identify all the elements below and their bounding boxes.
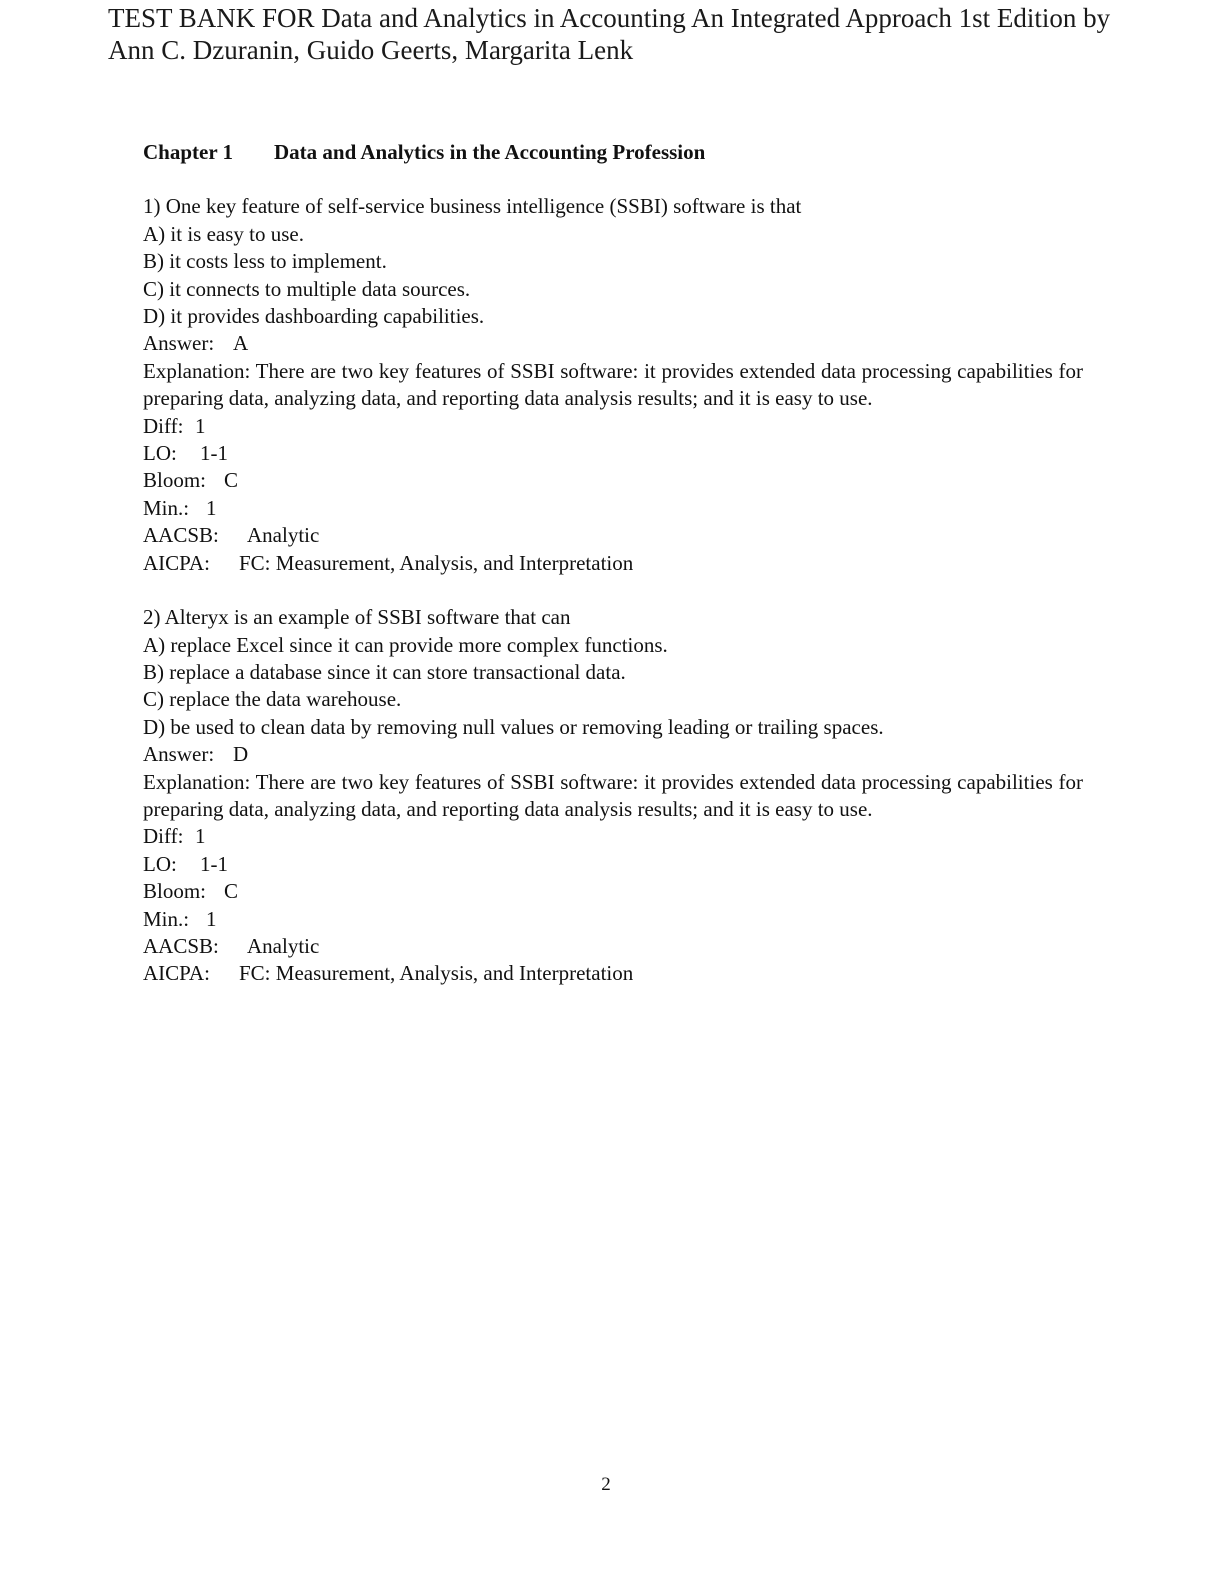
aicpa-row [143, 550, 1083, 577]
lo-value: 1-1 [200, 851, 228, 876]
aacsb-value: Analytic [247, 523, 320, 548]
min-label: Min.: [143, 906, 190, 931]
min-row [143, 495, 1083, 522]
chapter-number: Chapter 1 [143, 140, 234, 164]
lo-value: 1-1 [200, 441, 228, 466]
answer-label: Answer: [143, 331, 215, 356]
explanation-text: Explanation: There are two key features of SSBI software: it provides extended data processing capabilities for preparing data, analyzing data, and reporting data analysis results; and it is easy to use. [143, 358, 1083, 411]
page-number: 2 [601, 1474, 611, 1495]
document-header [108, 2, 1188, 66]
bloom-value: C [224, 468, 239, 493]
page-content [143, 139, 1083, 988]
answer-label: Answer: [143, 742, 215, 767]
lo-label: LO: [143, 441, 177, 466]
diff-label: Diff: [143, 824, 184, 849]
chapter-heading [143, 139, 1083, 166]
answer-value: A [233, 331, 249, 356]
min-row [143, 906, 1083, 933]
option-d: D) be used to clean data by removing null values or removing leading or trailing spaces. [143, 714, 884, 739]
aicpa-label: AICPA: [143, 550, 210, 575]
aacsb-label: AACSB: [143, 523, 219, 548]
explanation-text: Explanation: There are two key features of SSBI software: it provides extended data processing capabilities for preparing data, analyzing data, and reporting data analysis results; and it is easy to use. [143, 769, 1083, 821]
lo-label: LO: [143, 851, 177, 876]
option-d: D) it provides dashboarding capabilities. [143, 304, 485, 329]
diff-value: 1 [195, 824, 206, 849]
option-a: A) replace Excel since it can provide more complex functions. [143, 632, 668, 657]
bloom-label: Bloom: [143, 468, 207, 493]
option-c: C) it connects to multiple data sources. [143, 276, 471, 301]
question-stem: 1) One key feature of self-service business intelligence (SSBI) software is that [143, 194, 802, 219]
option-a: A) it is easy to use. [143, 221, 304, 246]
bloom-label: Bloom: [143, 879, 207, 904]
aacsb-row [143, 522, 1083, 549]
chapter-title: Data and Analytics in the Accounting Profession [274, 140, 706, 164]
aicpa-value: FC: Measurement, Analysis, and Interpretation [239, 961, 634, 986]
question-stem: 2) Alteryx is an example of SSBI software that can [143, 605, 571, 630]
option-c: C) replace the data warehouse. [143, 687, 402, 712]
lo-row [143, 851, 1083, 878]
diff-label: Diff: [143, 413, 184, 438]
answer-row [143, 741, 1083, 768]
aacsb-row [143, 933, 1083, 960]
bloom-row [143, 467, 1083, 494]
answer-value: D [233, 742, 249, 767]
aicpa-value: FC: Measurement, Analysis, and Interpretation [239, 550, 634, 575]
option-b: B) it costs less to implement. [143, 249, 387, 274]
diff-row [143, 413, 1083, 440]
min-label: Min.: [143, 495, 190, 520]
question-1 [143, 193, 1083, 577]
min-value: 1 [206, 906, 217, 931]
min-value: 1 [206, 495, 217, 520]
bloom-value: C [224, 879, 239, 904]
diff-row [143, 823, 1083, 850]
question-2 [143, 604, 1083, 988]
header-title-line-1: TEST BANK FOR Data and Analytics in Accounting An Integrated Approach 1st Edition by [108, 3, 1111, 33]
header-title-line-2: Ann C. Dzuranin, Guido Geerts, Margarita Lenk [108, 35, 634, 65]
lo-row [143, 440, 1083, 467]
bloom-row [143, 878, 1083, 905]
option-b: B) replace a database since it can store transactional data. [143, 659, 626, 684]
aicpa-label: AICPA: [143, 961, 210, 986]
aicpa-row [143, 960, 1083, 987]
aacsb-label: AACSB: [143, 933, 219, 958]
diff-value: 1 [195, 413, 206, 438]
aacsb-value: Analytic [247, 933, 320, 958]
answer-row [143, 330, 1083, 357]
